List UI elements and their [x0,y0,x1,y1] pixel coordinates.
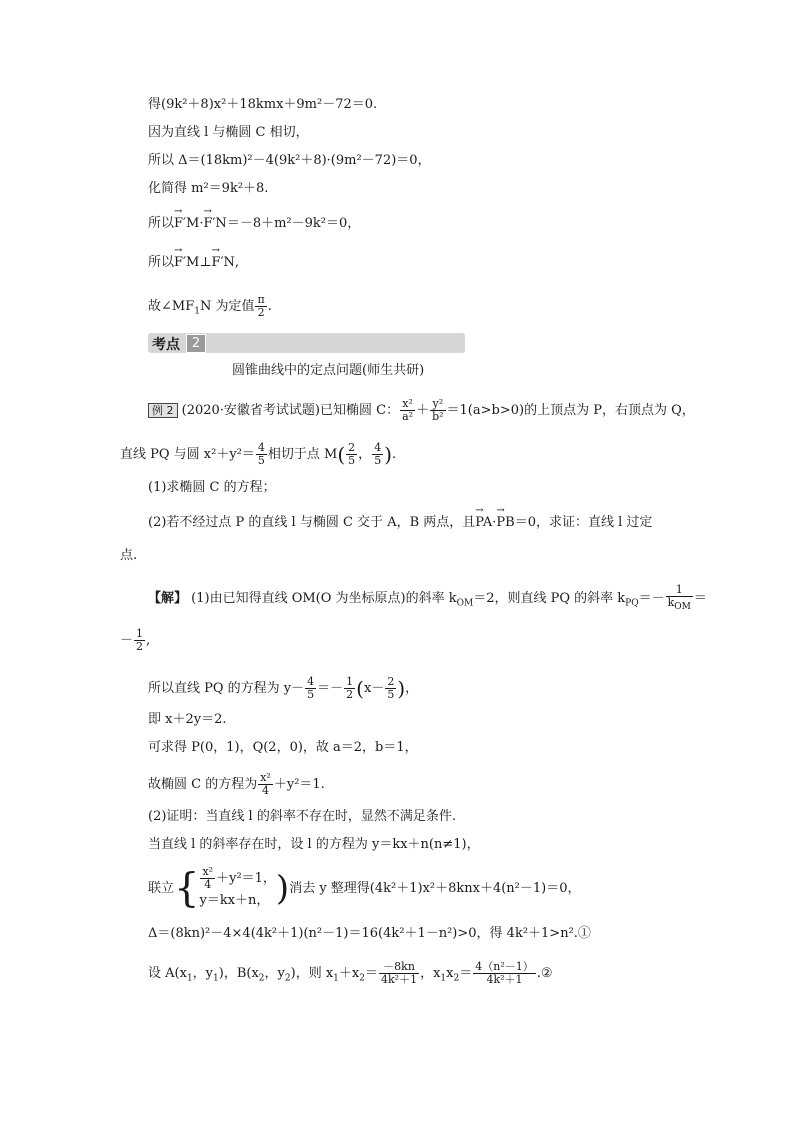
right-paren: ) [384,442,392,467]
right-paren: ) [397,676,406,701]
text-line [148,837,480,853]
numerator: x² [400,398,415,411]
left-paren: ( [356,676,364,701]
text-line [120,442,396,467]
text-span: ＝－ [638,591,665,607]
text-line [148,97,377,113]
subscript: 2 [284,973,291,984]
fraction [666,584,693,613]
denominator: 5 [387,688,395,701]
denominator: a² [402,410,414,423]
numerator: 4 [257,441,265,454]
text-span: ＝2，则直线 PQ 的斜率 k [473,591,626,607]
text-span: x－ [363,681,385,696]
text-span: ＝ [459,966,473,981]
fraction [305,676,316,701]
text-span: 所以 [148,216,175,231]
vector-fm: → F′M [174,216,199,232]
text-line [120,548,137,564]
dot-operator: · [199,216,204,231]
denominator: b² [432,410,444,423]
text-span: － [120,633,134,648]
numerator: 4（n²－1） [475,960,534,973]
text-line [148,255,239,271]
text-line [148,712,226,728]
text-span: ＝ [364,966,378,981]
plus-sign: ＋ [416,403,430,418]
text-span: 当直线 l 的斜率存在时，设 l 的方程为 y＝kx＋n(n≠1)， [148,837,480,852]
text-span: ，y [192,966,214,981]
equation-system [199,866,275,911]
text-span: )，则 x [290,966,334,981]
denominator: 4k²＋1 [486,973,523,986]
comma: ， [358,447,372,462]
equation-text: 所以 Δ＝(18km)²－4(9k²＋8)·(9m²－72)＝0， [148,153,431,168]
numerator: －8kn [379,961,419,974]
text-span: ＋x [338,966,360,981]
section-number: 2 [186,334,206,353]
equation-text: 消去 y 整理得(4k²＋1)x²＋8knx＋4(n²－1)＝0， [289,881,581,896]
fraction [430,398,445,423]
text-span: 可求得 P(0，1)，Q(2，0)，故 a＝2，b＝1， [148,740,418,755]
equation-text: 化简得 m²＝9k²＋8. [148,181,269,196]
denominator: 4 [204,878,212,891]
text-line [148,926,591,942]
text-span: (1)由已知得直线 OM(O 为坐标原点)的斜率 k [191,591,457,607]
section-header-bar [148,333,465,353]
text-line [148,584,707,613]
vector-pa: → PA [475,515,492,531]
subscript: 2 [453,973,460,984]
text-span: .② [536,966,553,981]
text-span: (2)若不经过点 P 的直线 l 与椭圆 C 交于 A，B 两点，且 [148,515,476,530]
subscript: PQ [625,598,639,609]
example-tag: 例 2 [148,403,178,418]
denominator: 5 [257,454,265,467]
numerator: 4 [307,675,315,688]
text-line [120,628,150,653]
denominator: 5 [374,454,382,467]
denominator: 4k²＋1 [381,973,418,986]
text-span: , [146,633,151,648]
text-span: )，B(x [218,966,259,981]
text-line [148,740,418,756]
text-span: ， [405,681,419,696]
equation-text: 得(9k²＋8)x²＋18kmx＋9m²－72＝0. [148,97,378,112]
equation-text: ＝－8＋m²－9k²＝0， [226,216,361,231]
fraction [256,442,267,467]
denominator: 2 [346,688,354,701]
equation-text: 即 x＋2y＝2. [148,712,227,727]
denominator: 2 [136,640,144,653]
text-span: ，x [420,966,441,981]
section-title-text: 圆锥曲线中的定点问题(师生共研) [232,363,425,378]
text-line [148,181,268,197]
text-line [148,216,360,232]
text-line [148,961,553,987]
denominator-base: k [667,596,675,609]
text-span: 点. [120,548,138,563]
question-1: (1)求椭圆 C 的方程； [148,480,276,495]
text-line [148,294,272,320]
text-span: , [234,255,240,270]
text-span: 因为直线 l 与椭圆 C 相切， [148,125,309,140]
subscript: 1 [213,973,219,984]
section-title [232,363,424,379]
numerator: 1 [136,627,144,640]
text-line [148,480,276,496]
fraction [346,442,357,467]
right-bracket: ) [275,868,290,909]
subscript: 1 [440,973,447,984]
text-span: 直线 PQ 与圆 x²＋y²＝ [120,447,255,462]
text-line [148,676,418,701]
text-span: 相切于点 M [267,447,338,462]
left-brace: { [174,865,200,912]
subscript: 1 [186,973,193,984]
numerator: 1 [346,675,354,688]
numerator: x² [202,865,214,878]
numerator: x² [260,771,271,784]
vector-pb: → PB [496,515,514,531]
fraction [379,961,419,986]
text-span: x [446,966,454,981]
numerator: π [257,293,265,306]
denominator: 5 [348,454,356,467]
fraction [134,628,145,653]
text-span: 设 A(x [148,966,187,981]
text-line [148,866,581,911]
numerator: y² [430,398,445,411]
text-span: . [267,299,272,314]
subscript: OM [456,598,474,609]
numerator: 4 [374,441,382,454]
text-span: ＝ [693,591,707,607]
equation-text: ＋y²＝1， [216,871,276,886]
solution-tag: 【解】 [148,591,188,607]
text-span: (2)证明：当直线 l 的斜率不存在时，显然不满足条件. [148,809,456,824]
system-row-1 [199,866,275,891]
text-span: ＝1(a>b>0)的上顶点为 P，右顶点为 Q， [446,403,695,418]
text-line [148,772,325,797]
text-span: ，y [264,966,285,981]
text-line [148,125,309,141]
vector-fm: → F′M [174,255,199,271]
subscript: OM [674,602,691,613]
fraction [255,294,266,319]
text-line [148,809,456,825]
denominator [666,597,693,613]
fraction [200,866,215,891]
vector-fn: → F′N [203,216,226,232]
text-span: 故椭圆 C 的方程为 [148,777,258,792]
numerator: 2 [387,675,395,688]
text-line [148,398,695,423]
fraction [385,676,396,701]
fraction [258,772,273,797]
numerator: 1 [666,584,693,597]
fraction [372,442,383,467]
denominator: 5 [307,688,315,701]
subscript: 1 [333,973,339,984]
text-span: 故∠MF [148,299,195,314]
vector-fn: → F′N [212,255,235,271]
text-span: . [392,447,397,462]
subscript: 2 [359,973,365,984]
text-line [148,153,431,169]
numerator: 2 [348,441,356,454]
text-span: (2020·安徽省考试试题)已知椭圆 C： [181,403,400,418]
text-span: ＝0，求证：直线 l 过定 [514,515,653,530]
equation-text: ＋y²＝1. [273,777,325,792]
fraction [473,961,536,986]
text-span: 所以直线 PQ 的方程为 y－ [148,681,305,696]
denominator: 4 [262,784,270,797]
fraction [400,398,415,423]
section-tag: 考点 [152,337,180,353]
text-span: ＝－ [317,681,344,696]
text-line [148,515,652,531]
dot-operator: · [492,515,497,530]
text-span: 联立 [148,881,175,896]
perp-symbol: ⊥ [199,255,212,270]
subscript: 1 [194,306,200,317]
equation-text: Δ＝(8kn)²－4×4(4k²＋1)(n²－1)＝16(4k²＋1－n²)>0，得 4k²＋1>n².① [148,926,591,941]
text-span: N 为定值 [199,299,255,314]
denominator: 2 [257,306,265,319]
text-span: 所以 [148,255,175,270]
subscript: 2 [258,973,265,984]
system-row-2: y＝kx＋n， [199,893,270,908]
left-paren: ( [337,442,346,467]
fraction [344,676,355,701]
